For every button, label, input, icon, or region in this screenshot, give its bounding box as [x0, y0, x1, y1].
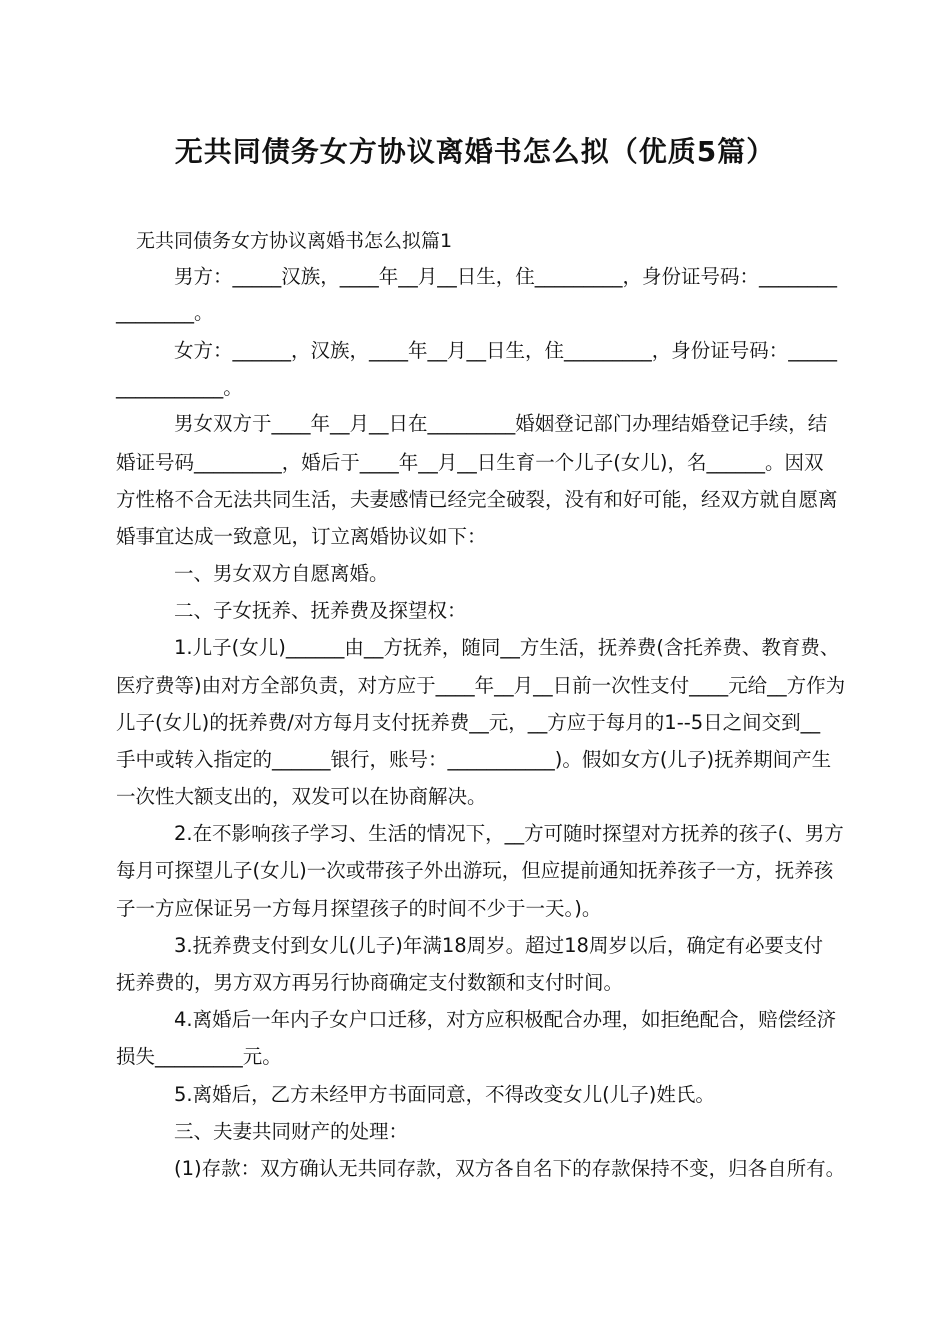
- paragraph-line: 手中或转入指定的______银行，账号：___________)。假如女方(儿子)抚养期间产生: [116, 748, 832, 771]
- paragraph-line: 抚养费的，男方双方再另行协商确定支付数额和支付时间。: [116, 971, 624, 994]
- paragraph-line: 男女双方于____年__月__日在_________婚姻登记部门办理结婚登记手续，结: [174, 412, 828, 435]
- paragraph-line: 儿子(女儿)的抚养费/对方每月支付抚养费__元，__方应于每月的1--5日之间交到__: [116, 711, 821, 734]
- paragraph-line: 一、男女双方自愿离婚。: [174, 562, 389, 585]
- paragraph-line: 医疗费等)由对方全部负责，对方应于____年__月__日前一次性支付____元给__方作为: [116, 674, 846, 697]
- paragraph-line: 女方：______，汉族，____年__月__日生，住_________，身份证号码：_____: [174, 339, 838, 362]
- paragraph-line: 一次性大额支出的，双发可以在协商解决。: [116, 785, 487, 808]
- paragraph-line: 每月可探望儿子(女儿)一次或带孩子外出游玩，但应提前通知抚养孩子一方，抚养孩: [116, 859, 834, 882]
- paragraph-line: 二、子女抚养、抚养费及探望权：: [174, 599, 467, 622]
- paragraph-line: 3.抚养费支付到女儿(儿子)年满18周岁。超过18周岁以后，确定有必要支付: [174, 934, 823, 957]
- paragraph-line: 1.儿子(女儿)______由__方抚养，随同__方生活，抚养费(含托养费、教育费、: [174, 636, 840, 659]
- document-title: 无共同债务女方协议离婚书怎么拟（优质5篇）: [174, 135, 776, 168]
- paragraph-line: 男方：_____汉族，____年__月__日生，住_________，身份证号码：________: [174, 265, 838, 288]
- paragraph-line: (1)存款：双方确认无共同存款，双方各自名下的存款保持不变，归各自所有。: [174, 1157, 846, 1180]
- paragraph-line: 子一方应保证另一方每月探望孩子的时间不少于一天。)。: [116, 897, 602, 920]
- paragraph-line: 2.在不影响孩子学习、生活的情况下，__方可随时探望对方抚养的孩子(、男方: [174, 822, 844, 845]
- paragraph-line: 婚事宜达成一致意见，订立离婚协议如下：: [116, 525, 487, 548]
- paragraph-line: 4.离婚后一年内子女户口迁移，对方应积极配合办理，如拒绝配合，赔偿经济: [174, 1008, 837, 1031]
- paragraph-line: 方性格不合无法共同生活，夫妻感情已经完全破裂，没有和好可能，经双方就自愿离: [116, 488, 838, 511]
- section-subtitle: 无共同债务女方协议离婚书怎么拟篇1: [136, 230, 453, 252]
- paragraph-line: 婚证号码_________，婚后于____年__月__日生育一个儿子(女儿)，名______。因双: [116, 451, 824, 474]
- paragraph-line: 损失_________元。: [116, 1045, 282, 1068]
- paragraph-line: 三、夫妻共同财产的处理：: [174, 1120, 409, 1143]
- paragraph-line: ___________。: [116, 376, 243, 399]
- paragraph-line: 5.离婚后，乙方未经甲方书面同意，不得改变女儿(儿子)姓氏。: [174, 1083, 715, 1106]
- paragraph-line: ________。: [116, 301, 214, 324]
